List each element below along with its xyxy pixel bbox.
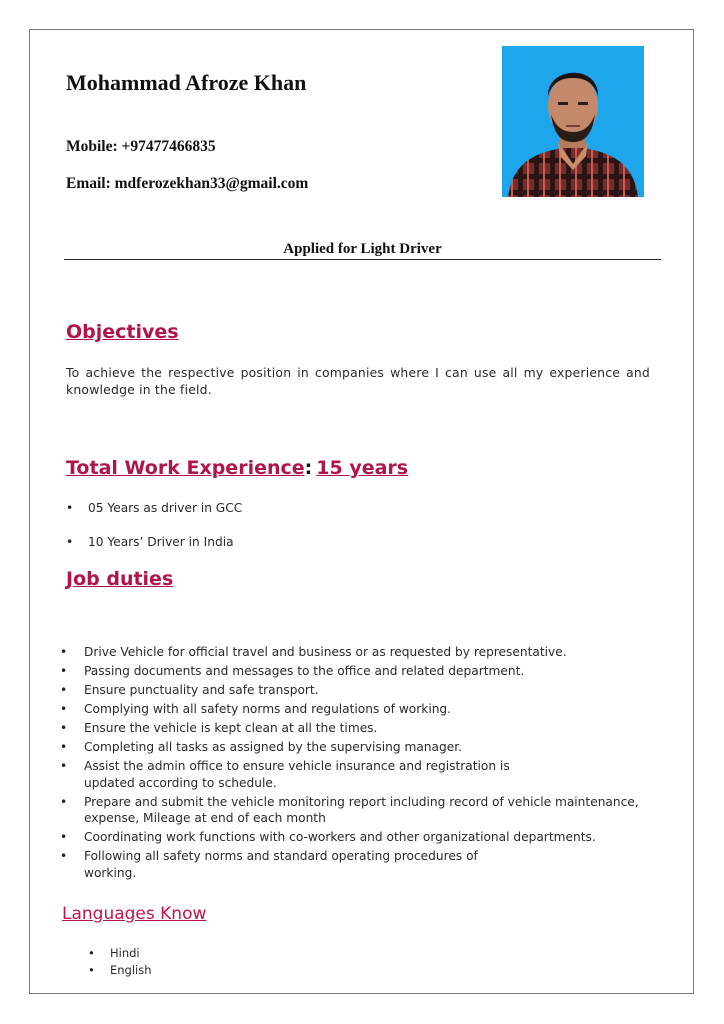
experience-heading: Total Work Experience [66, 457, 305, 479]
list-item: • 05 Years as driver in GCC [66, 500, 242, 534]
job-duties-heading: Job duties [66, 568, 174, 590]
list-item: • Prepare and submit the vehicle monitoring report including record of vehicle maintenance, expense, Mileage at end of each month [60, 794, 660, 827]
list-item: • Completing all tasks as assigned by the supervising manager. [60, 739, 660, 756]
job-duties-list [60, 644, 660, 884]
objective-text: To achieve the respective position in companies where I can use all my experience and knowledge in the field. [66, 365, 650, 397]
objectives-heading: Objectives [66, 321, 179, 343]
list-item: • Complying with all safety norms and regulations of working. [60, 701, 660, 718]
experience-heading-row [66, 457, 408, 479]
list-item: • Drive Vehicle for official travel and business or as requested by representative. [60, 644, 660, 661]
experience-separator: : [304, 457, 313, 479]
person-portrait-icon [502, 46, 644, 197]
list-item: • Following all safety norms and standard operating procedures of working. [60, 848, 494, 881]
profile-photo [502, 46, 644, 197]
mobile-number: Mobile: +97477466835 [66, 138, 216, 155]
experience-years: 15 years [316, 457, 409, 479]
experience-list [66, 500, 242, 568]
list-item: • Coordinating work functions with co-workers and other organizational departments. [60, 829, 660, 846]
email-address: Email: mdferozekhan33@gmail.com [66, 175, 309, 192]
list-item: • Passing documents and messages to the office and related department. [60, 663, 660, 680]
header-divider [64, 259, 661, 260]
applied-position: Applied for Light Driver [283, 241, 442, 257]
languages-heading: Languages Know [62, 904, 207, 924]
languages-list [88, 945, 152, 978]
list-item: • Ensure the vehicle is kept clean at all the times. [60, 720, 660, 737]
list-item: • 10 Years’ Driver in India [66, 534, 242, 568]
list-item: • Assist the admin office to ensure vehicle insurance and registration is updated according to schedule. [60, 758, 554, 791]
list-item: • Ensure punctuality and safe transport. [60, 682, 660, 699]
resume-page [29, 29, 694, 994]
candidate-name: Mohammad Afroze Khan [66, 70, 307, 95]
list-item: • Hindi [88, 945, 152, 962]
list-item: • English [88, 962, 152, 979]
